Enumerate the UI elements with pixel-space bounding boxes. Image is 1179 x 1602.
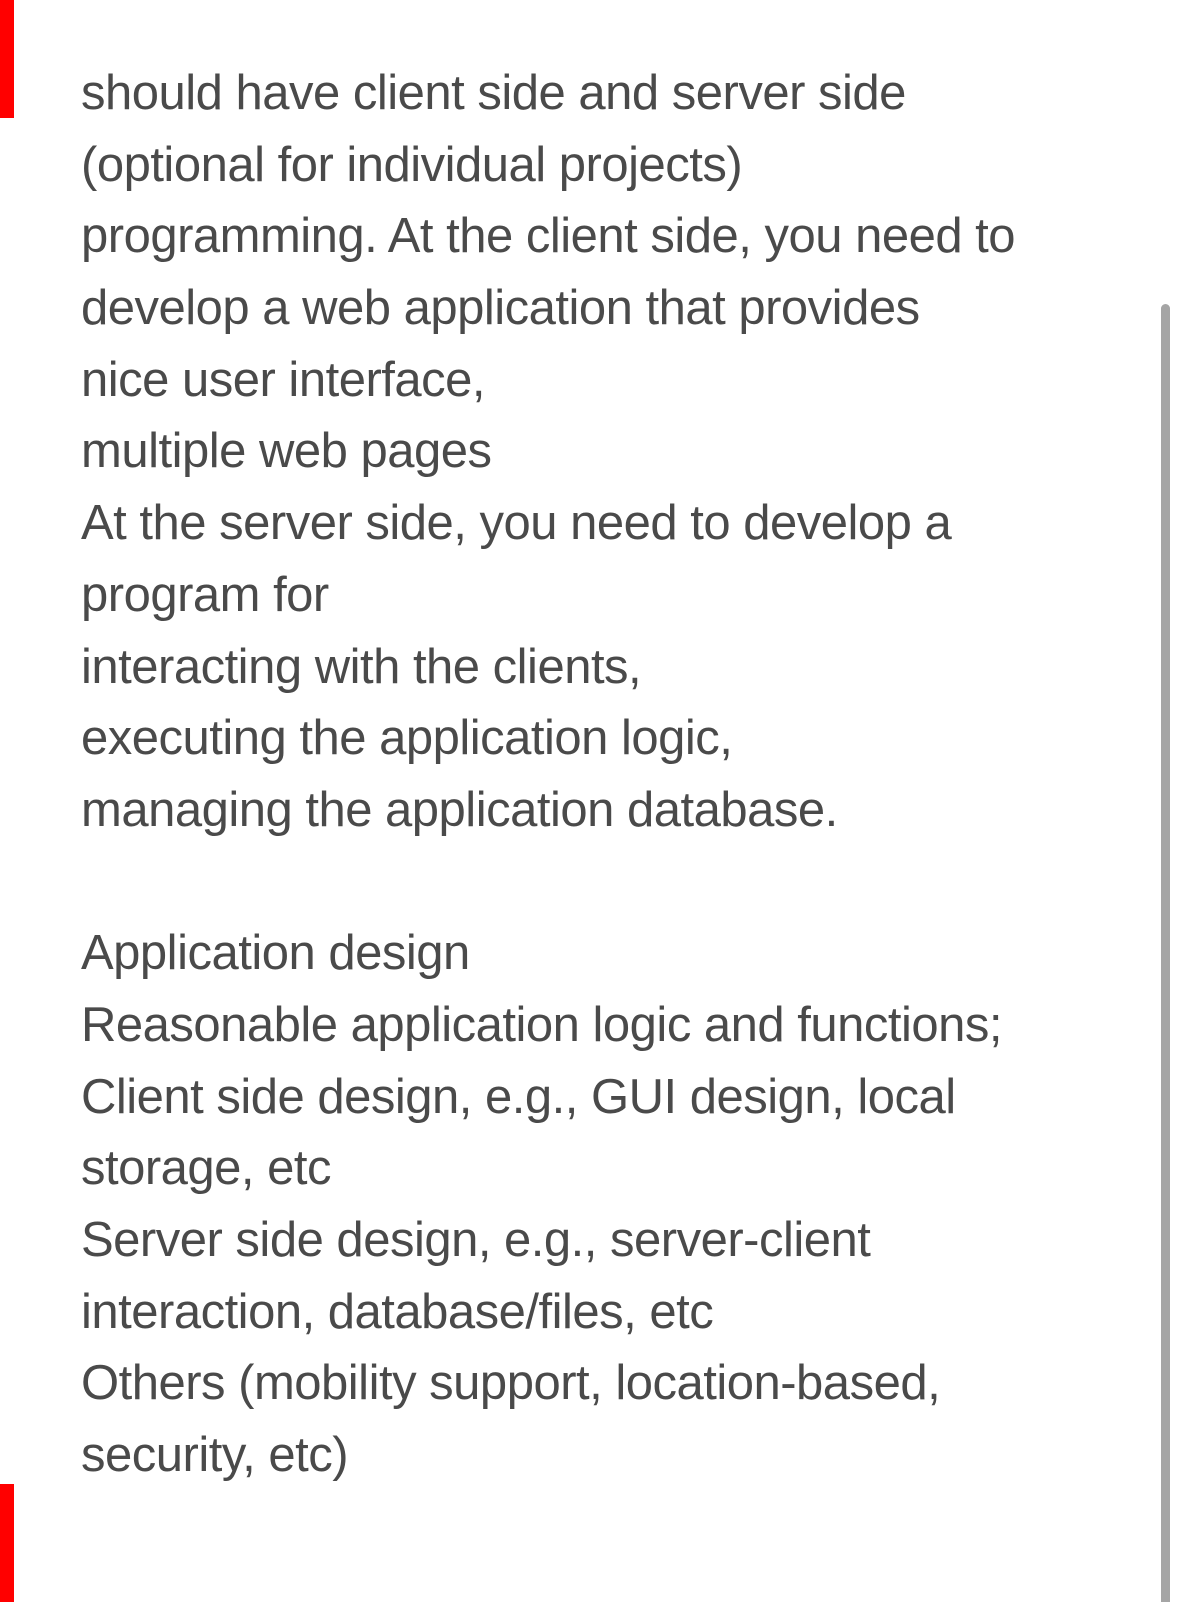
text-line: Others (mobility support, location-based, bbox=[81, 1356, 941, 1411]
text-line: (optional for individual projects) bbox=[81, 137, 743, 192]
vertical-scrollbar-thumb[interactable] bbox=[1161, 304, 1170, 1602]
text-line: should have client side and server side bbox=[81, 66, 906, 120]
text-line: multiple web pages bbox=[81, 424, 492, 479]
text-line: program for bbox=[81, 567, 329, 622]
text-line: nice user interface, bbox=[81, 352, 485, 407]
document-text bbox=[81, 58, 1119, 1492]
text-line: interacting with the clients, bbox=[81, 639, 642, 694]
text-line: programming. At the client side, you need to bbox=[81, 209, 1016, 264]
text-line: interaction, database/files, etc bbox=[81, 1284, 714, 1339]
text-line: Client side design, e.g., GUI design, local bbox=[81, 1069, 956, 1124]
text-line: security, etc) bbox=[81, 1428, 349, 1483]
text-line: Application design bbox=[81, 926, 470, 981]
text-line: develop a web application that provides bbox=[81, 281, 920, 336]
left-edge-marker-bottom bbox=[0, 1484, 14, 1602]
text-line bbox=[81, 847, 1119, 919]
text-line: Server side design, e.g., server-client bbox=[81, 1213, 871, 1267]
text-line: executing the application logic, bbox=[81, 711, 733, 766]
left-edge-marker-top bbox=[0, 0, 14, 118]
text-line: Reasonable application logic and functions; bbox=[81, 997, 1003, 1052]
text-line: At the server side, you need to develop a bbox=[81, 496, 952, 551]
text-line: storage, etc bbox=[81, 1141, 332, 1196]
text-line: managing the application database. bbox=[81, 782, 838, 837]
